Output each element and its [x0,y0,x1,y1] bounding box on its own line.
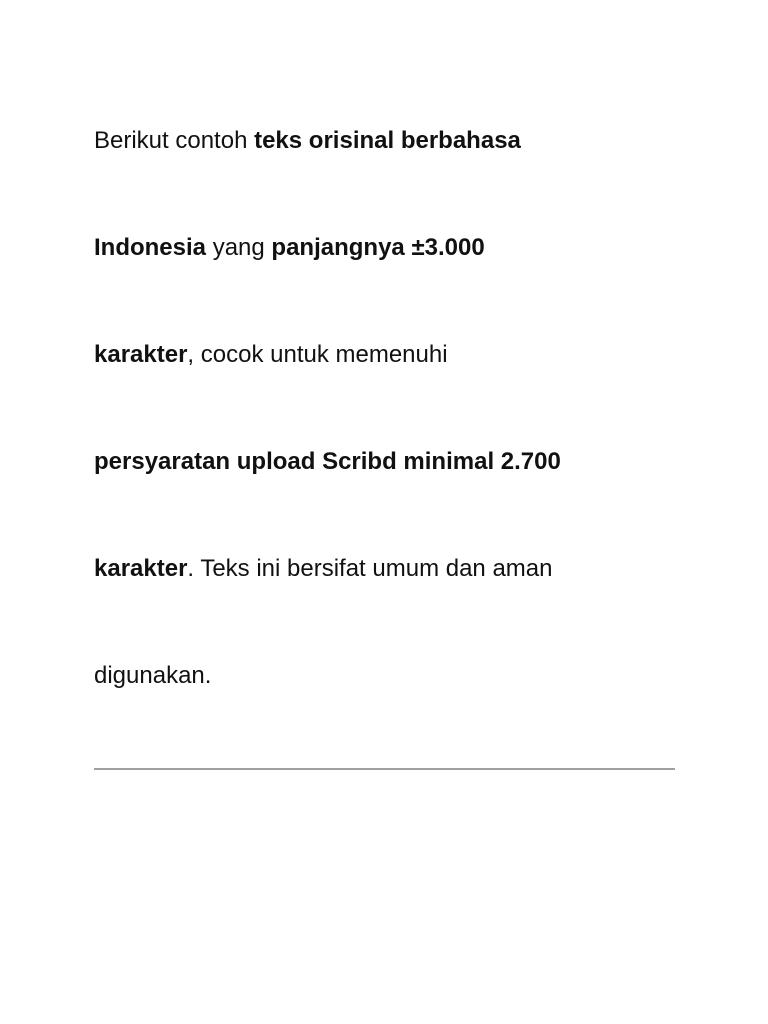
bold-text-run: panjangnya ±3.000 [271,234,485,261]
bold-text-run: karakter [94,341,188,368]
text-run: digunakan. [94,662,212,689]
text-line-5 [94,515,694,622]
intro-paragraph [94,87,694,729]
text-run: . Teks ini bersifat umum dan aman [187,555,553,582]
bold-text-run: karakter [94,555,188,582]
text-run: , cocok untuk memenuhi [187,341,448,368]
bold-text-run: persyaratan upload Scribd minimal 2.700 [94,448,561,475]
text-line-1 [94,87,694,194]
horizontal-rule [94,768,675,770]
text-line-2 [94,194,694,301]
bold-text-run: teks orisinal berbahasa [254,127,521,154]
text-line-3 [94,301,694,408]
text-run: yang [206,234,272,261]
text-line-6 [94,622,694,729]
text-run: Berikut contoh [94,127,255,154]
bold-text-run: Indonesia [94,234,207,261]
text-line-4 [94,408,694,515]
